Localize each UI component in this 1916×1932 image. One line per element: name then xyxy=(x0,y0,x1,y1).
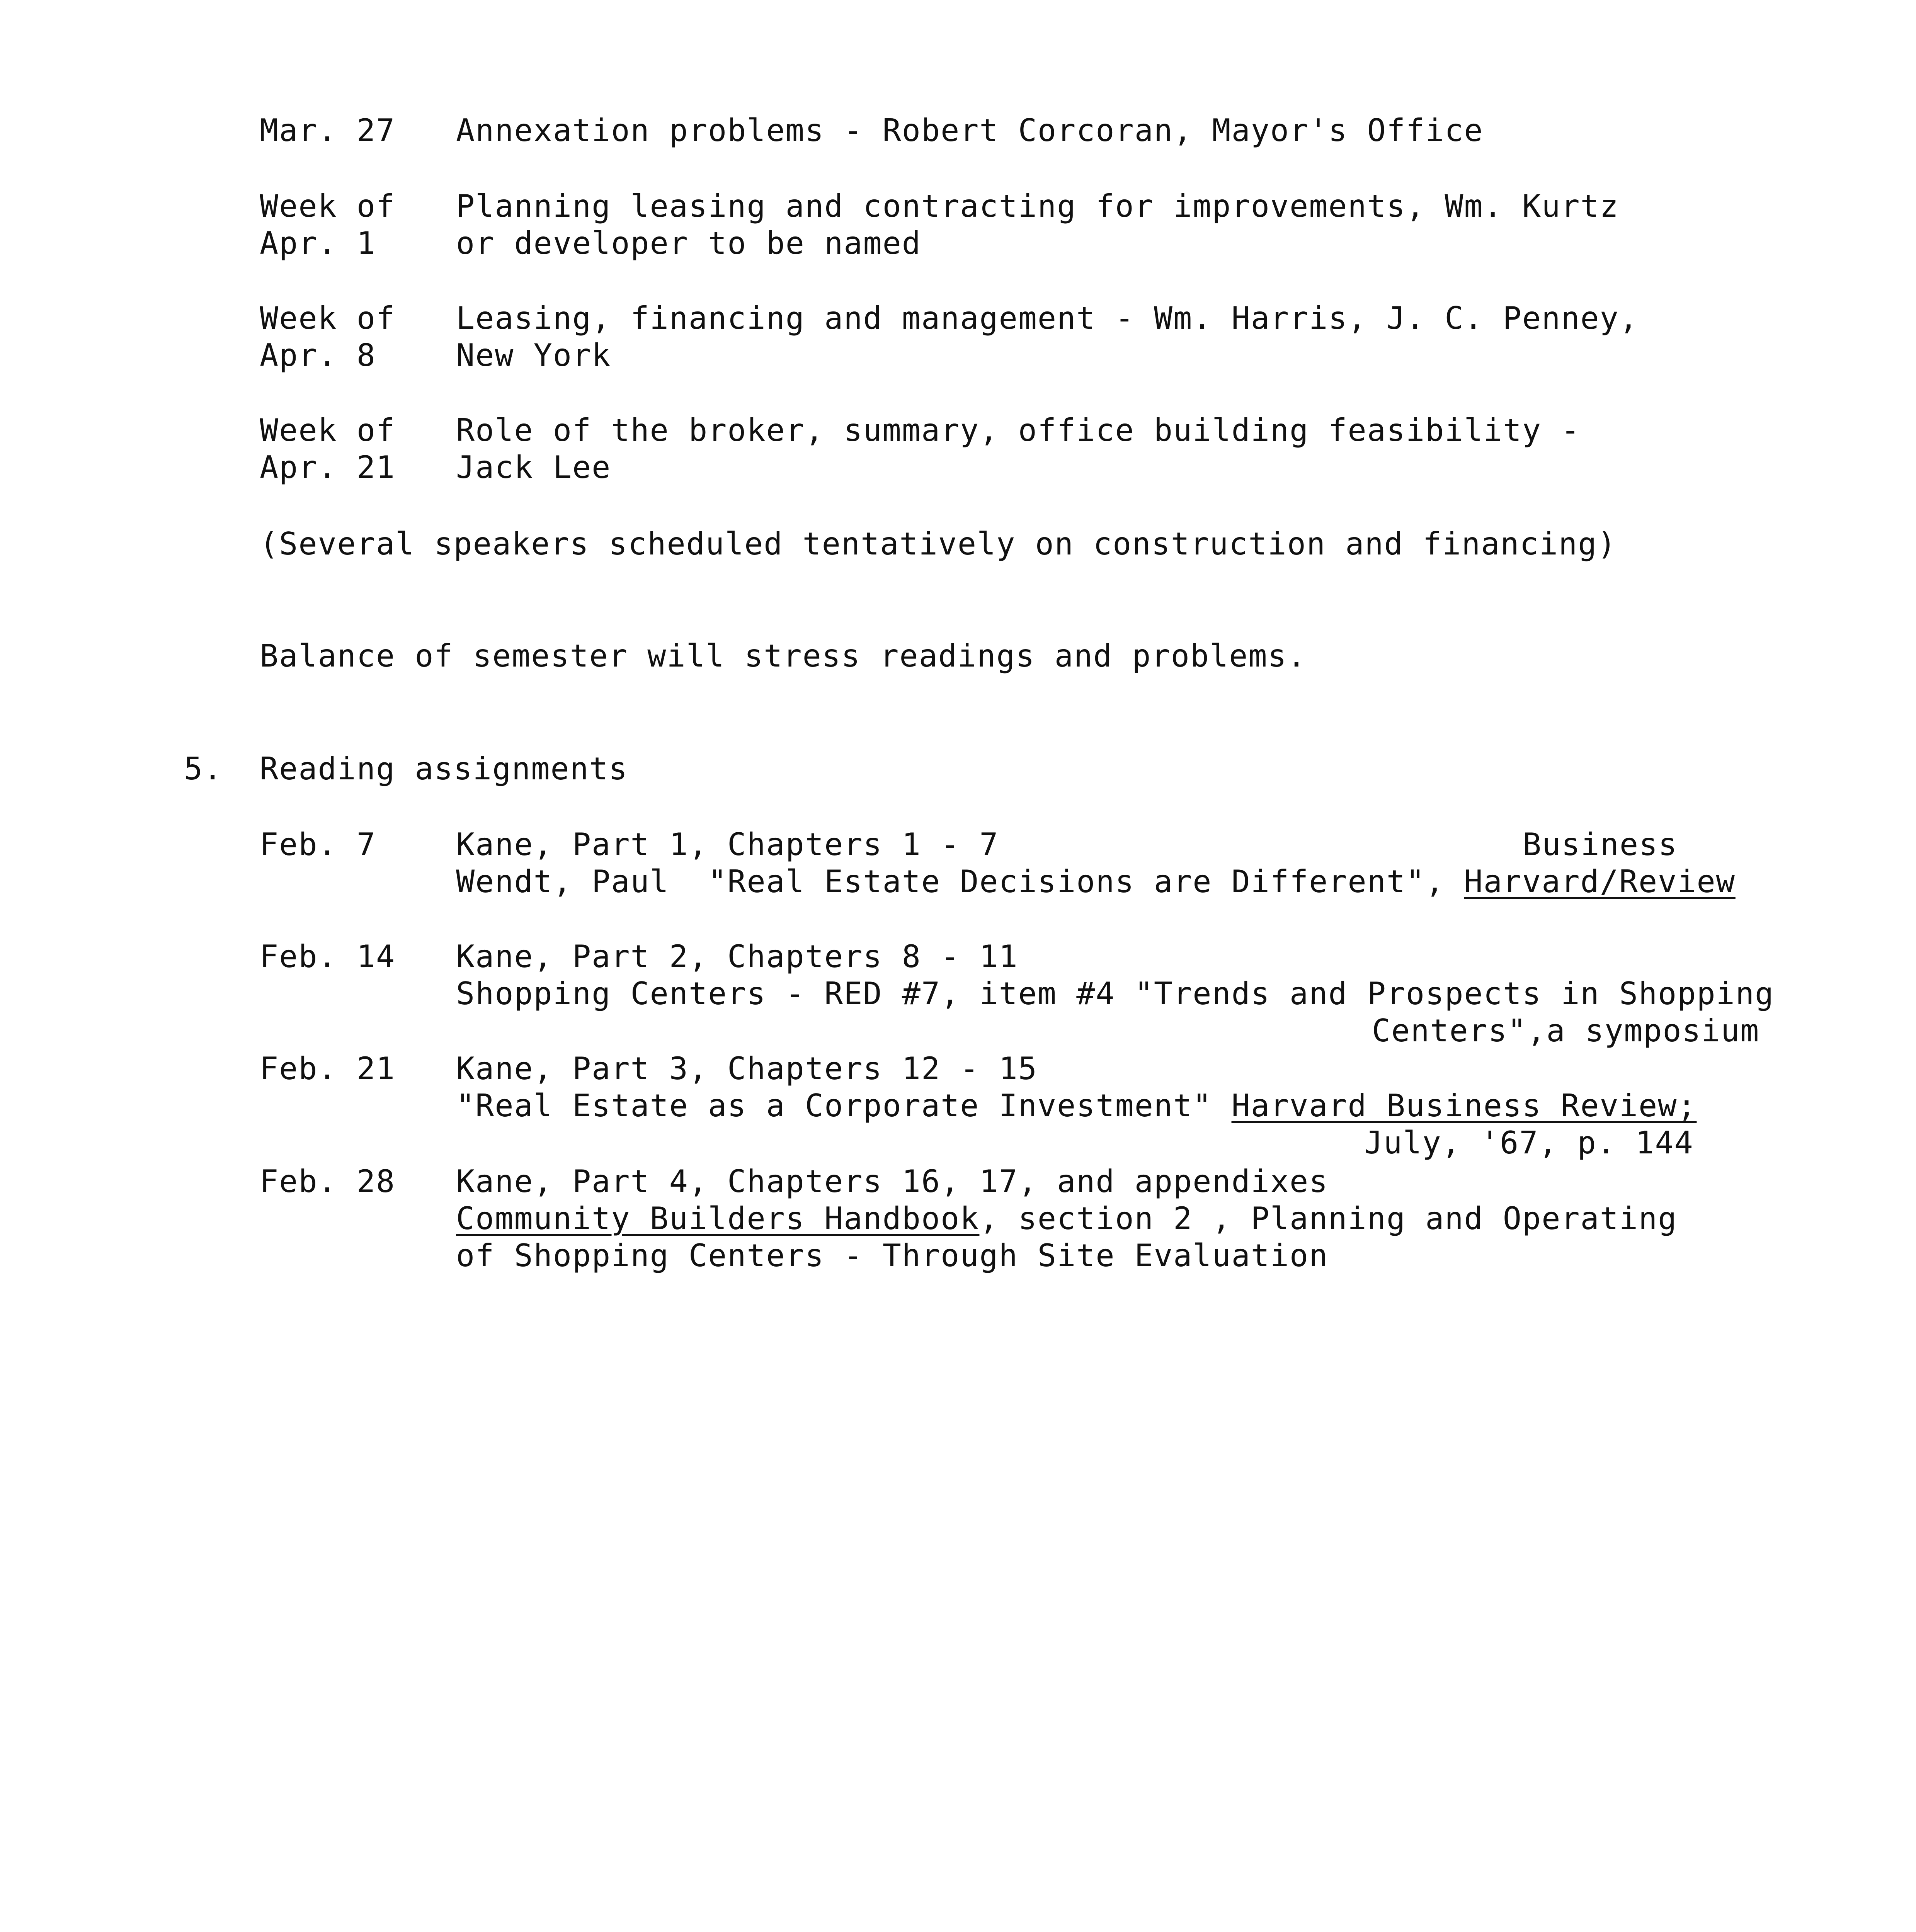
schedule-date: Apr. 1 xyxy=(260,225,376,261)
section-number: 5. xyxy=(184,751,223,787)
journal-title: Harvard/Review xyxy=(1464,864,1736,900)
schedule-text: New York xyxy=(456,337,611,373)
reading-line: Centers",a symposium xyxy=(1372,1013,1760,1049)
reading-line xyxy=(456,1087,1697,1124)
schedule-date: Week of xyxy=(260,412,396,448)
reading-date: Feb. 28 xyxy=(260,1163,396,1199)
reading-line: Kane, Part 4, Chapters 16, 17, and appendixes xyxy=(456,1163,1329,1199)
schedule-text: Role of the broker, summary, office building feasibility - xyxy=(456,412,1581,448)
handwritten-insert: Business xyxy=(1523,827,1678,862)
reading-line: Kane, Part 3, Chapters 12 - 15 xyxy=(456,1051,1038,1087)
journal-title: Harvard Business Review; xyxy=(1231,1088,1697,1124)
reading-line xyxy=(456,1200,1677,1237)
schedule-text: Planning leasing and contracting for improvements, Wm. Kurtz xyxy=(456,188,1619,224)
schedule-text: Jack Lee xyxy=(456,449,611,485)
reading-date: Feb. 14 xyxy=(260,939,396,975)
schedule-date: Apr. 8 xyxy=(260,337,376,373)
reading-line: Shopping Centers - RED #7, item #4 "Trends and Prospects in Shopping xyxy=(456,976,1775,1012)
reading-citation: , section 2 , Planning and Operating xyxy=(979,1201,1678,1236)
section-heading: Reading assignments xyxy=(260,751,628,787)
schedule-text: or developer to be named xyxy=(456,225,921,261)
reading-line: Kane, Part 2, Chapters 8 - 11 xyxy=(456,939,1018,975)
reading-citation: "Real Estate as a Corporate Investment" xyxy=(456,1088,1232,1124)
reading-line: Kane, Part 1, Chapters 1 - 7 xyxy=(456,827,999,862)
reading-date: Feb. 7 xyxy=(260,827,376,862)
reading-line xyxy=(456,863,1736,900)
balance-statement: Balance of semester will stress readings and problems. xyxy=(260,638,1307,674)
schedule-text: Annexation problems - Robert Corcoran, Mayor's Office xyxy=(456,112,1484,148)
reading-line: of Shopping Centers - Through Site Evaluation xyxy=(456,1238,1329,1274)
schedule-date: Week of xyxy=(260,300,396,336)
schedule-date: Apr. 21 xyxy=(260,449,396,485)
reading-date: Feb. 21 xyxy=(260,1051,396,1087)
reading-line: July, '67, p. 144 xyxy=(1364,1125,1694,1161)
schedule-text: Leasing, financing and management - Wm. Harris, J. C. Penney, xyxy=(456,300,1639,336)
schedule-date: Week of xyxy=(260,188,396,224)
schedule-note: (Several speakers scheduled tentatively on construction and financing) xyxy=(260,526,1617,562)
schedule-date: Mar. 27 xyxy=(260,112,396,148)
book-title: Community Builders Handbook xyxy=(456,1201,980,1236)
reading-citation: Wendt, Paul "Real Estate Decisions are Different", xyxy=(456,864,1464,900)
